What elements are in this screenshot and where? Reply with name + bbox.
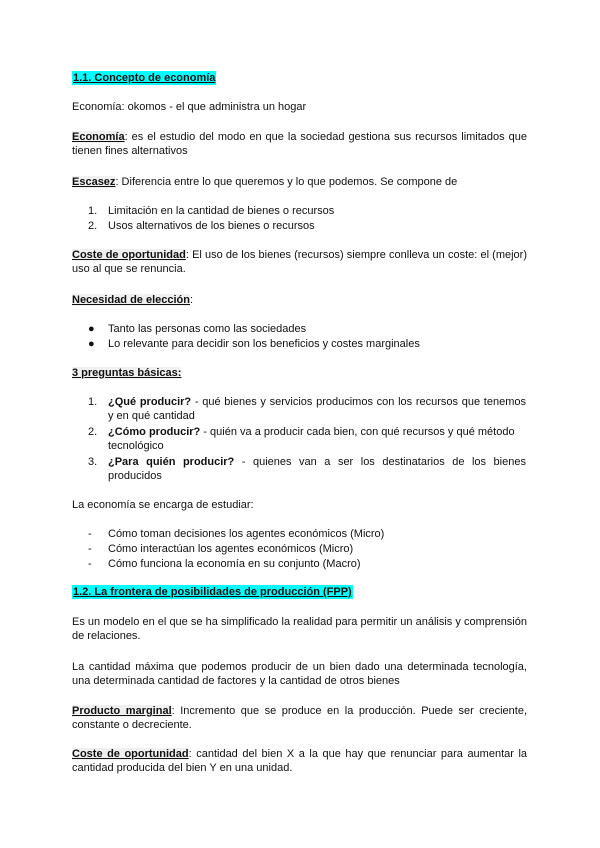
dash-marker: -: [88, 528, 92, 540]
bullet-marker: ●: [88, 323, 95, 335]
dash-marker: -: [88, 543, 92, 555]
section-heading-2: 1.2. La frontera de posibilidades de producción (FPP): [73, 586, 352, 598]
max-quantity-paragraph: La cantidad máxima que podemos producir de un bien dado una determinada tecnología, una determinada cantidad de factores y la cantidad de otros bienes: [72, 661, 527, 687]
marginal-product-definition: Producto marginal: Incremento que se produce en la producción. Puede ser creciente, constante o decreciente.: [72, 705, 527, 731]
question-item: ¿Qué producir? - qué bienes y servicios producimos con los recursos que tenemos y en qué cantidad: [108, 396, 527, 422]
questions-heading: 3 preguntas básicas:: [72, 367, 182, 379]
dash-marker: -: [88, 558, 92, 570]
list-marker: 2.: [88, 220, 98, 232]
list-item: Cómo interactúan los agentes económicos (Micro): [108, 543, 354, 555]
list-item: Lo relevante para decidir son los beneficios y costes marginales: [108, 338, 420, 350]
list-marker: 3.: [88, 456, 98, 468]
list-item: Cómo toman decisiones los agentes económicos (Micro): [108, 528, 385, 540]
list-marker: 2.: [88, 426, 98, 438]
list-marker: 1.: [88, 205, 98, 217]
economy-definition: Economía: es el estudio del modo en que la sociedad gestiona sus recursos limitados que tienen fines alternativos: [72, 131, 527, 157]
opportunity-cost-fpp-definition: Coste de oportunidad: cantidad del bien X a la que hay que renunciar para aumentar la cantidad producida del bien Y en una unidad.: [72, 748, 528, 774]
choice-heading: Necesidad de elección:: [72, 294, 194, 306]
etymology-line: Economía: okomos - el que administra un hogar: [72, 101, 307, 113]
list-item: Tanto las personas como las sociedades: [108, 323, 307, 335]
study-intro: La economía se encarga de estudiar:: [72, 499, 254, 511]
bullet-marker: ●: [88, 338, 95, 350]
list-marker: 1.: [88, 396, 98, 408]
question-item: ¿Para quién producir? - quienes van a ser los destinatarios de los bienes producidos: [108, 456, 526, 482]
question-item: ¿Cómo producir? - quién va a producir cada bien, con qué recursos y qué método tecnológico: [108, 426, 515, 452]
model-paragraph: Es un modelo en el que se ha simplificado la realidad para permitir un análisis y comprensión de relaciones.: [72, 616, 527, 642]
list-item: Limitación en la cantidad de bienes o recursos: [108, 205, 335, 217]
list-item: Cómo funciona la economía en su conjunto (Macro): [108, 558, 361, 570]
scarcity-definition: Escasez: Diferencia entre lo que queremos y lo que podemos. Se compone de: [72, 176, 458, 188]
list-item: Usos alternativos de los bienes o recursos: [108, 220, 315, 232]
section-heading-1: 1.1. Concepto de economía: [73, 72, 216, 84]
opportunity-cost-definition: Coste de oportunidad: El uso de los bienes (recursos) siempre conlleva un coste: el (mejor) uso al que se renuncia.: [72, 249, 528, 275]
